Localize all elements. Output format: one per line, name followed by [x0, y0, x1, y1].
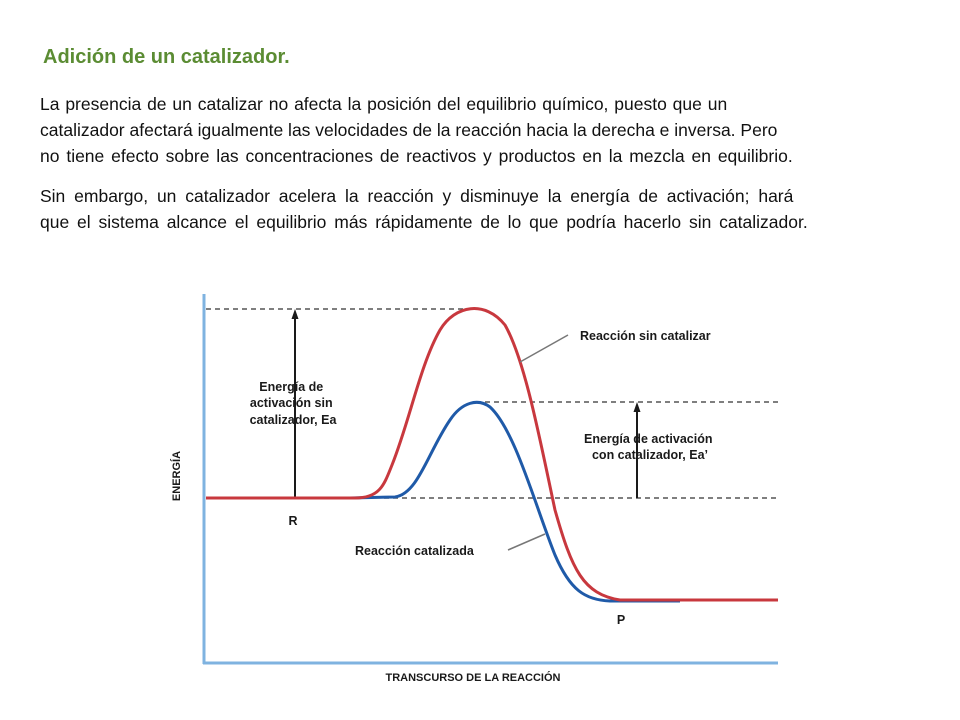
ea-uncatalyzed-label-line: catalizador, Ea: [249, 413, 337, 427]
ea-catalyzed-label-line: Energía de activación: [583, 432, 713, 446]
product-label: P: [616, 613, 626, 627]
slide-title: Adición de un catalizador.: [43, 46, 290, 68]
ea-uncatalyzed-arrowhead: [292, 309, 299, 319]
ea-catalyzed-arrowhead: [634, 402, 641, 412]
reactant-label: R: [288, 514, 298, 528]
paragraph-line: que el sistema alcance el equilibrio más rápidamente de lo que podría hacerlo sin catalizador.: [40, 212, 808, 232]
ea-uncatalyzed-label-line: activación sin: [249, 396, 333, 410]
paragraph-line: no tiene efecto sobre las concentraciones de reactivos y productos en la mezcla en equilibrio.: [40, 146, 793, 166]
x-axis-label: TRANSCURSO DE LA REACCIÓN: [385, 672, 561, 684]
ea-uncatalyzed-label: [250, 380, 338, 427]
catalyzed-leader-line: [508, 534, 545, 550]
catalyzed-curve-label: Reacción catalizada: [355, 544, 474, 558]
uncatalyzed-leader-line: [520, 335, 568, 362]
uncatalyzed-curve-label: Reacción sin catalizar: [580, 329, 711, 343]
paragraph-line: catalizador afectará igualmente las velocidades de la reacción hacia la derecha e inversa. Pero: [40, 120, 778, 140]
ea-uncatalyzed-label-line: Energía de: [259, 380, 324, 394]
ea-catalyzed-label-line: con catalizador, Ea’: [591, 448, 709, 462]
paragraph-line: Sin embargo, un catalizador acelera la reacción y disminuye la energía de activación; hará: [40, 186, 794, 206]
paragraph-line: La presencia de un catalizar no afecta la posición del equilibrio químico, puesto que un: [40, 94, 728, 114]
ea-catalyzed-label: [584, 432, 716, 462]
y-axis-label: ENERGÍA: [171, 450, 183, 502]
